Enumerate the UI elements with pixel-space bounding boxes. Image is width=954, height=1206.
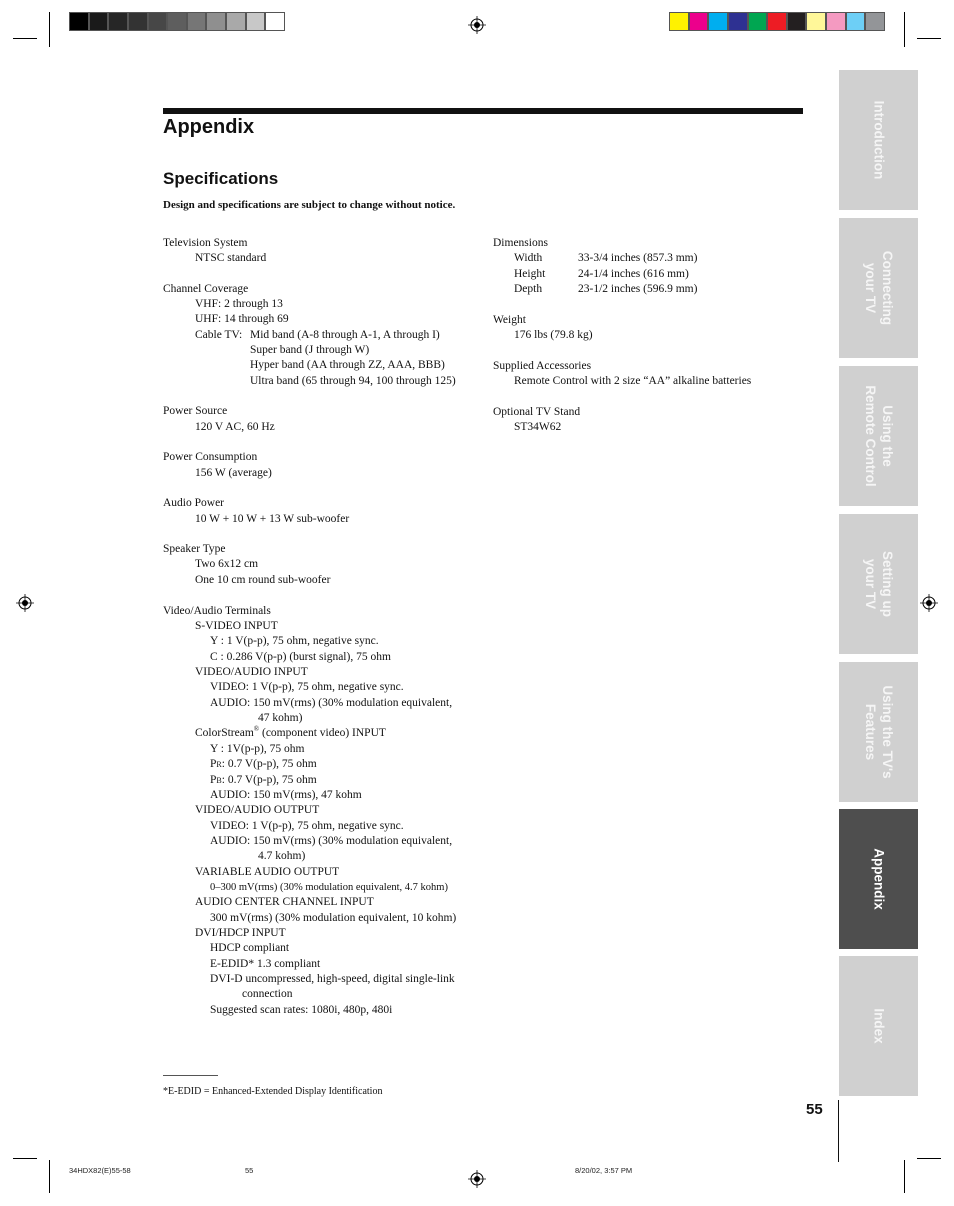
calibration-swatch — [728, 12, 748, 31]
spec-text: : 0.7 V(p-p), 75 ohm — [221, 758, 317, 770]
gray-calibration-bar — [69, 12, 285, 31]
calibration-swatch — [265, 12, 285, 31]
calibration-swatch — [246, 12, 266, 31]
calibration-swatch — [826, 12, 846, 31]
tab-using-the-tvs-features[interactable] — [839, 662, 918, 802]
calibration-swatch — [167, 12, 187, 31]
spec-value: 4.7 kohm) — [258, 850, 306, 862]
tab-label: Connecting your TV — [862, 250, 895, 326]
spec-value: NTSC standard — [195, 252, 267, 264]
spec-label: Depth — [514, 283, 543, 295]
slug-date: 8/20/02, 3:57 PM — [575, 1166, 633, 1175]
crop-mark-top-right-v — [904, 12, 905, 47]
tab-label: Appendix — [871, 848, 886, 910]
crop-mark-top-right-h — [917, 38, 941, 39]
page-title: Appendix — [163, 116, 255, 138]
tab-appendix[interactable] — [839, 809, 918, 949]
spec-value: AUDIO: 150 mV(rms) (30% modulation equivalent, — [210, 697, 453, 709]
calibration-swatch — [108, 12, 128, 31]
spec-value: VIDEO: 1 V(p-p), 75 ohm, negative sync. — [210, 681, 404, 693]
spec-value: 176 lbs (79.8 kg) — [514, 329, 593, 341]
slug-file: 34HDX82(E)55-58 — [69, 1166, 131, 1175]
notice-text: Design and specifications are subject to change without notice. — [163, 199, 456, 211]
spec-value: One 10 cm round sub-woofer — [195, 574, 331, 586]
spec-text: B — [216, 776, 222, 785]
calibration-swatch — [226, 12, 246, 31]
slug-page: 55 — [245, 1166, 254, 1175]
calibration-swatch — [767, 12, 787, 31]
spec-value: VIDEO/AUDIO OUTPUT — [195, 804, 320, 816]
spec-label: Video/Audio Terminals — [163, 605, 271, 617]
spec-label: Speaker Type — [163, 543, 226, 555]
calibration-swatch — [89, 12, 109, 31]
tab-label: Using the TV's Features — [862, 685, 895, 779]
spec-label: Supplied Accessories — [493, 360, 592, 372]
spec-value: HDCP compliant — [210, 942, 290, 954]
section-rule — [163, 108, 803, 114]
crop-mark-top-left-v — [49, 12, 50, 47]
tab-label: Index — [871, 1008, 886, 1044]
registration-mark-icon — [920, 594, 938, 612]
spec-value: Hyper band (AA through ZZ, AAA, BBB) — [250, 359, 445, 371]
tab-setting-up-your-tv[interactable] — [839, 514, 918, 654]
spec-value: 156 W (average) — [195, 467, 272, 479]
spec-label: Height — [514, 268, 546, 280]
spec-label: Power Consumption — [163, 451, 258, 463]
spec-value: AUDIO: 150 mV(rms) (30% modulation equivalent, — [210, 835, 453, 847]
spec-value: C : 0.286 V(p-p) (burst signal), 75 ohm — [210, 651, 391, 663]
page-number-rule — [838, 1100, 839, 1162]
registration-mark-icon — [468, 16, 486, 34]
registration-mark-icon — [16, 594, 34, 612]
calibration-swatch — [128, 12, 148, 31]
spec-value: 47 kohm) — [258, 712, 303, 724]
spec-value: AUDIO CENTER CHANNEL INPUT — [195, 896, 374, 908]
spec-value: S-VIDEO INPUT — [195, 620, 278, 632]
calibration-swatch — [787, 12, 807, 31]
color-calibration-bar — [669, 12, 885, 31]
spec-value: 120 V AC, 60 Hz — [195, 421, 275, 433]
spec-value: Suggested scan rates: 1080i, 480p, 480i — [210, 1004, 393, 1016]
tab-connecting-your-tv[interactable] — [839, 218, 918, 358]
spec-value: Mid band (A-8 through A-1, A through I) — [250, 329, 440, 341]
spec-value: connection — [242, 988, 293, 1000]
spec-value: 23-1/2 inches (596.9 mm) — [578, 283, 698, 295]
spec-value: DVI/HDCP INPUT — [195, 927, 286, 939]
spec-value — [210, 773, 317, 788]
calibration-swatch — [708, 12, 728, 31]
spec-value: 33-3/4 inches (857.3 mm) — [578, 252, 698, 264]
footnote: *E-EDID = Enhanced-Extended Display Identification — [163, 1086, 383, 1097]
spec-label: Weight — [493, 314, 526, 326]
tab-label: Introduction — [871, 100, 886, 180]
registered-mark: ® — [253, 725, 260, 734]
spec-value: 300 mV(rms) (30% modulation equivalent, 10 kohm) — [210, 912, 457, 924]
spec-value: Remote Control with 2 size “AA” alkaline batteries — [514, 375, 752, 387]
spec-text: : 0.7 V(p-p), 75 ohm — [221, 774, 317, 786]
spec-value: Cable TV: — [195, 329, 243, 341]
spec-label: Dimensions — [493, 237, 548, 249]
calibration-swatch — [187, 12, 207, 31]
calibration-swatch — [206, 12, 226, 31]
spec-value: AUDIO: 150 mV(rms), 47 kohm — [210, 789, 362, 801]
spec-value: 0–300 mV(rms) (30% modulation equivalent, 4.7 kohm) — [210, 882, 448, 893]
footnote-rule — [163, 1075, 218, 1076]
spec-text: P — [210, 774, 217, 786]
calibration-swatch — [748, 12, 768, 31]
spec-label: Audio Power — [163, 497, 225, 509]
calibration-swatch — [806, 12, 826, 31]
spec-value: VARIABLE AUDIO OUTPUT — [195, 866, 340, 878]
calibration-swatch — [669, 12, 689, 31]
spec-value: DVI-D uncompressed, high-speed, digital single-link — [210, 973, 455, 985]
spec-value: VIDEO/AUDIO INPUT — [195, 666, 308, 678]
calibration-swatch — [846, 12, 866, 31]
registration-mark-icon — [468, 1170, 486, 1188]
spec-text: P — [210, 758, 217, 770]
tab-label: Using the Remote Control — [862, 385, 895, 487]
spec-text: R — [216, 760, 222, 769]
spec-value: Y : 1V(p-p), 75 ohm — [210, 743, 305, 755]
spec-value — [210, 757, 317, 772]
spec-text: (component video) INPUT — [259, 727, 386, 739]
calibration-swatch — [865, 12, 885, 31]
crop-mark-top-left-h — [13, 38, 37, 39]
crop-mark-bottom-left-h — [13, 1158, 37, 1159]
calibration-swatch — [689, 12, 709, 31]
spec-text: ColorStream — [195, 727, 254, 739]
calibration-swatch — [69, 12, 89, 31]
tab-using-the-remote-control[interactable] — [839, 366, 918, 506]
spec-label: Power Source — [163, 405, 228, 417]
spec-label: Channel Coverage — [163, 283, 249, 295]
section-heading: Specifications — [163, 169, 279, 188]
page-number: 55 — [806, 1101, 823, 1118]
spec-value: ST34W62 — [514, 421, 562, 433]
spec-label: Television System — [163, 237, 248, 249]
tab-introduction[interactable] — [839, 70, 918, 210]
spec-value: UHF: 14 through 69 — [195, 313, 289, 325]
tab-index[interactable] — [839, 956, 918, 1096]
spec-value: 10 W + 10 W + 13 W sub-woofer — [195, 513, 350, 525]
spec-label: Optional TV Stand — [493, 406, 581, 418]
spec-value: Ultra band (65 through 94, 100 through 125) — [250, 375, 456, 387]
spec-value: Y : 1 V(p-p), 75 ohm, negative sync. — [210, 635, 379, 647]
spec-value: 24-1/4 inches (616 mm) — [578, 268, 689, 280]
spec-value: Super band (J through W) — [250, 344, 370, 356]
spec-value — [195, 726, 386, 741]
crop-mark-bottom-right-h — [917, 1158, 941, 1159]
calibration-swatch — [148, 12, 168, 31]
spec-label: Width — [514, 252, 543, 264]
crop-mark-bottom-left-v — [49, 1160, 50, 1193]
crop-mark-bottom-right-v — [904, 1160, 905, 1193]
spec-value: Two 6x12 cm — [195, 558, 259, 570]
tab-label: Setting up your TV — [862, 551, 895, 617]
spec-value: VHF: 2 through 13 — [195, 298, 283, 310]
spec-value: VIDEO: 1 V(p-p), 75 ohm, negative sync. — [210, 820, 404, 832]
spec-value: E-EDID* 1.3 compliant — [210, 958, 321, 970]
